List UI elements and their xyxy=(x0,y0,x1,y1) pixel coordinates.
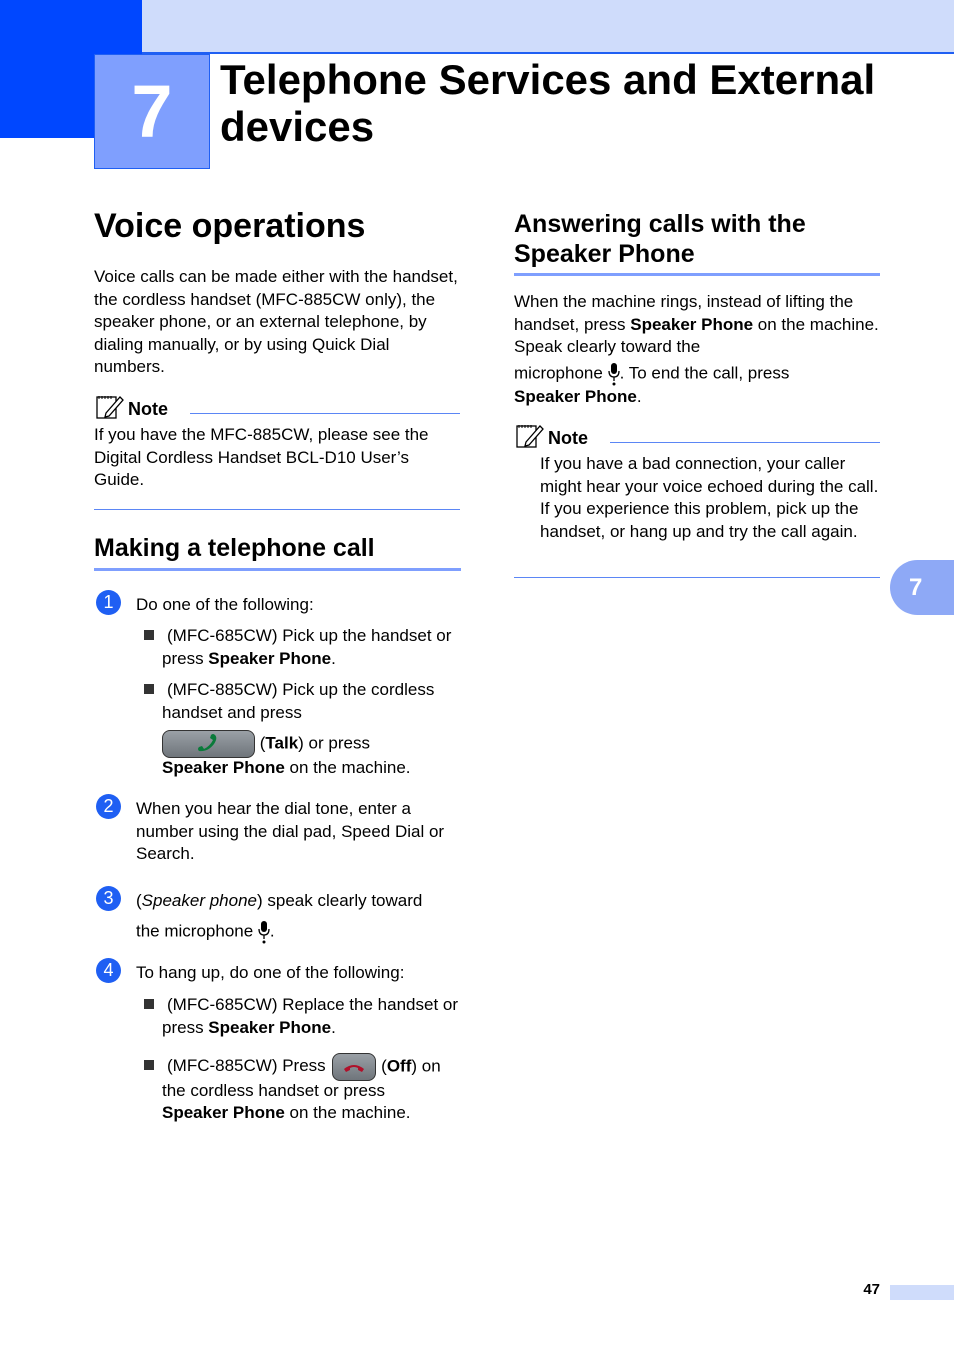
making-call-heading: Making a telephone call xyxy=(94,534,375,562)
bullet-icon xyxy=(144,630,154,640)
answering-paragraph-cont: microphone . To end the call, press Speaker Phone. xyxy=(514,363,790,406)
step-number: 3 xyxy=(96,886,121,911)
note-pencil-icon xyxy=(94,392,124,420)
microphone-icon xyxy=(608,362,620,386)
step-bullet-cont: Speaker Phone on the machine. xyxy=(162,758,411,777)
step-bullet: (MFC-685CW) Replace the handset or press Speaker Phone. xyxy=(162,995,459,1037)
step-number: 4 xyxy=(96,958,121,983)
step-bullet: (MFC-885CW) Pick up the cordless handset and press xyxy=(162,680,435,722)
header-band xyxy=(142,0,954,54)
answering-paragraph: When the machine rings, instead of lifting the handset, press Speaker Phone on the machine. Speak clearly toward the xyxy=(514,292,879,356)
note-label: Note xyxy=(128,399,168,419)
note-rule xyxy=(190,413,460,414)
step-text-cont: the microphone . xyxy=(136,920,461,944)
step-text: To hang up, do one of the following: xyxy=(136,963,405,982)
chapter-side-tab: 7 xyxy=(890,560,954,615)
note-rule xyxy=(610,442,880,443)
note-block xyxy=(94,392,460,492)
step-number: 2 xyxy=(96,794,121,819)
note-text: If you have a bad connection, your caller might hear your voice echoed during the call. If you experience this problem, pick up the handset, or hang up and try the call again. xyxy=(540,454,879,541)
microphone-icon xyxy=(258,920,270,944)
step-text: Do one of the following: xyxy=(136,595,314,614)
bullet-icon xyxy=(144,684,154,694)
divider xyxy=(94,509,460,510)
bullet-icon xyxy=(144,999,154,1009)
heading-rule xyxy=(94,568,461,571)
note-block xyxy=(514,421,880,543)
step-bullet-key-line: (Talk) or press xyxy=(162,730,462,758)
page-number: 47 xyxy=(863,1281,880,1298)
talk-key-icon xyxy=(162,730,255,758)
chapter-number: 7 xyxy=(94,54,210,169)
step-bullet: (MFC-885CW) Press (Off) on xyxy=(162,1053,462,1081)
page-bar xyxy=(890,1285,954,1300)
heading-rule xyxy=(514,273,880,276)
divider xyxy=(514,577,880,578)
note-text: If you have the MFC-885CW, please see the Digital Cordless Handset BCL-D10 User’s Guide. xyxy=(94,425,429,489)
step-bullet: (MFC-685CW) Pick up the handset or press Speaker Phone. xyxy=(162,626,452,668)
step-bullet-cont: Speaker Phone on the machine. xyxy=(162,1103,411,1122)
note-label: Note xyxy=(548,428,588,448)
chapter-title: Telephone Services and External devices xyxy=(220,56,876,150)
step-text: (Speaker phone) speak clearly toward xyxy=(136,891,423,910)
off-key-icon xyxy=(332,1053,376,1081)
answering-heading: Answering calls with the Speaker Phone xyxy=(514,210,806,268)
step-bullet-cont: the cordless handset or press xyxy=(162,1081,386,1100)
step-number: 1 xyxy=(96,590,121,615)
step-text: When you hear the dial tone, enter a number using the dial pad, Speed Dial or Search. xyxy=(136,799,445,863)
voice-intro: Voice calls can be made either with the handset, the cordless handset (MFC-885CW only), the speaker phone, or an external telephone, by dialing manually, or by using Quick Dial numbers. xyxy=(94,267,458,376)
bullet-icon xyxy=(144,1060,154,1070)
voice-operations-heading: Voice operations xyxy=(94,207,366,245)
note-pencil-icon xyxy=(514,421,544,449)
